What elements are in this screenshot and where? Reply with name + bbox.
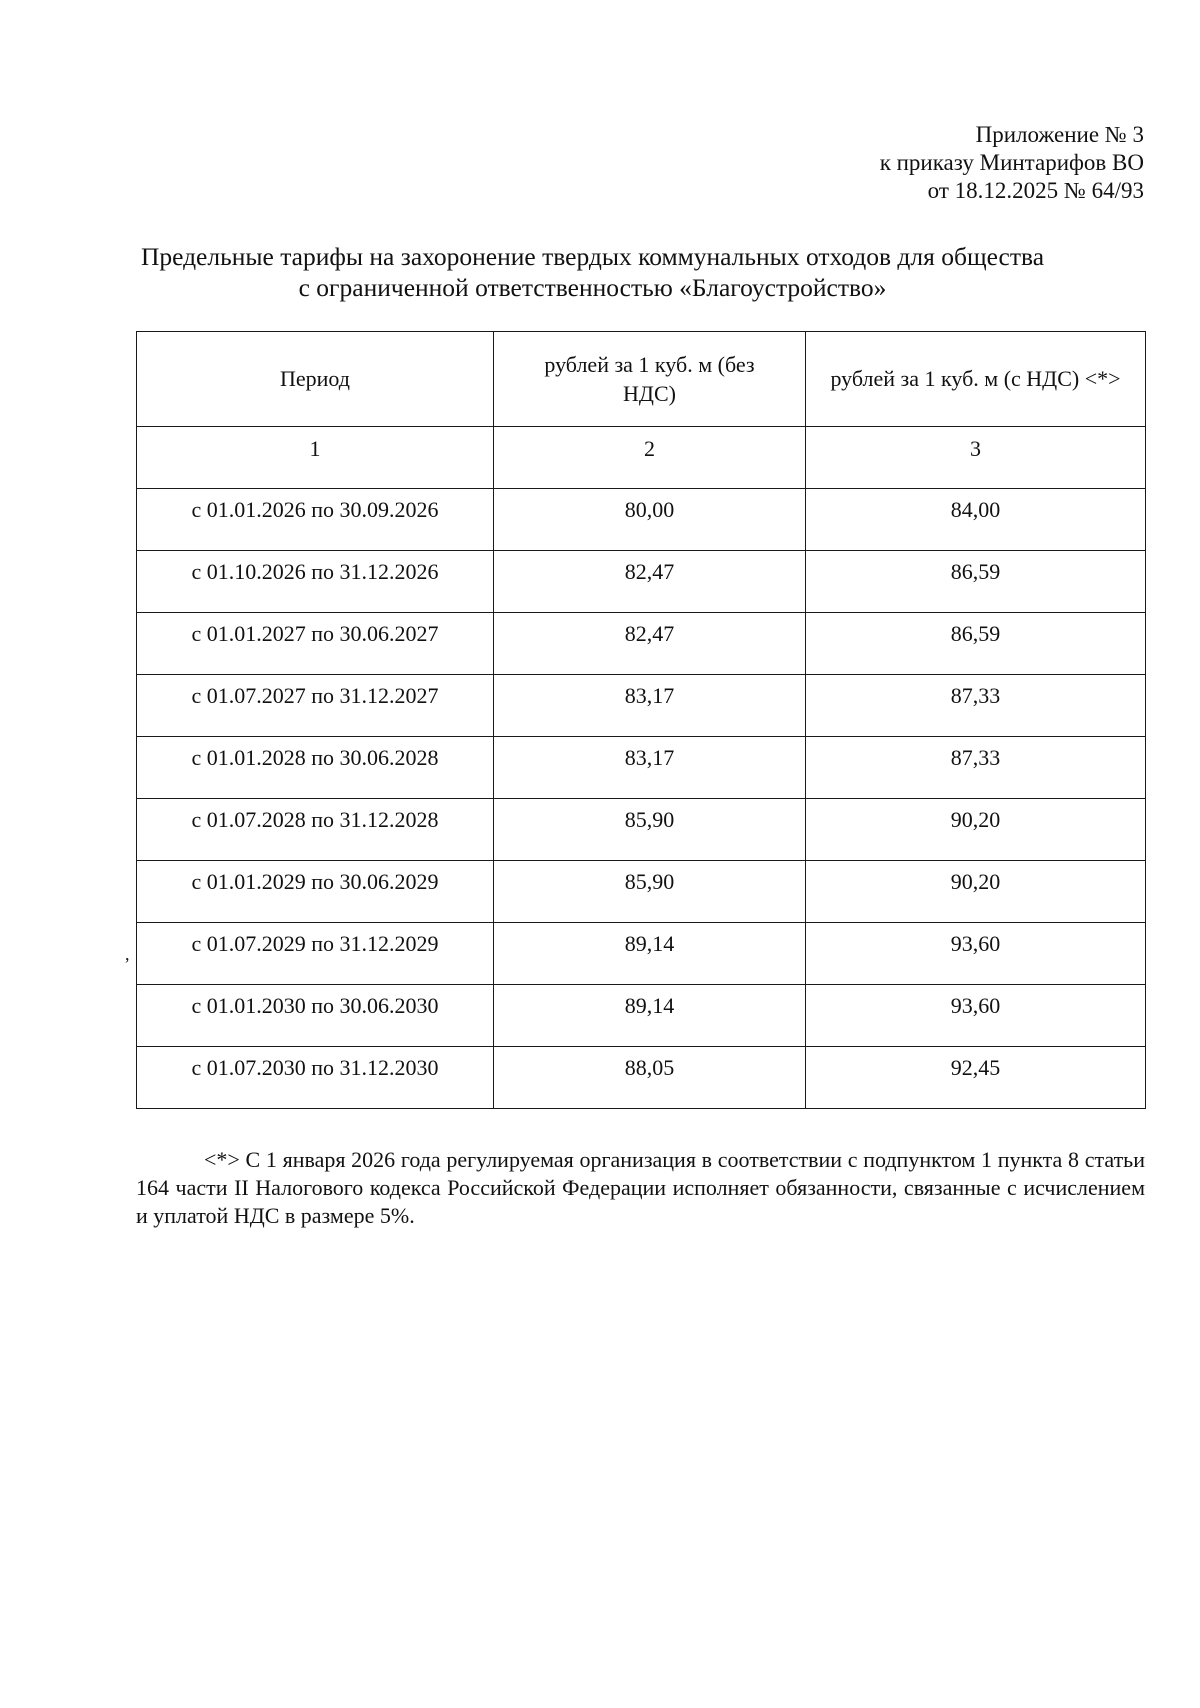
cell-without-vat: 85,90 [494,799,806,861]
column-number: 3 [806,427,1146,489]
table-row [137,613,1146,675]
cell-period: с 01.07.2028 по 31.12.2028 [137,799,494,861]
cell-with-vat: 93,60 [806,985,1146,1047]
cell-without-vat: 89,14 [494,985,806,1047]
cell-period: с 01.07.2029 по 31.12.2029 [137,923,494,985]
table-header-row [137,332,1146,427]
tariff-table [136,331,1146,1109]
cell-period: с 01.10.2026 по 31.12.2026 [137,551,494,613]
cell-without-vat: 83,17 [494,675,806,737]
annex-order-date: от 18.12.2025 № 64/93 [927,178,1144,203]
cell-without-vat: 82,47 [494,551,806,613]
cell-with-vat: 90,20 [806,861,1146,923]
cell-period: с 01.01.2029 по 30.06.2029 [137,861,494,923]
title-line-2: с ограниченной ответственностью «Благоустройство» [298,273,887,302]
annex-order-ref: к приказу Минтарифов ВО [879,150,1144,175]
cell-without-vat: 82,47 [494,613,806,675]
cell-with-vat: 90,20 [806,799,1146,861]
cell-with-vat: 87,33 [806,675,1146,737]
table-row [137,737,1146,799]
header-period: Период [137,332,494,427]
table-row [137,799,1146,861]
cell-period: с 01.07.2030 по 31.12.2030 [137,1047,494,1109]
cell-without-vat: 80,00 [494,489,806,551]
cell-without-vat: 85,90 [494,861,806,923]
cell-with-vat: 86,59 [806,613,1146,675]
column-number: 1 [137,427,494,489]
annex-header [880,121,1144,205]
cell-period: с 01.07.2027 по 31.12.2027 [137,675,494,737]
column-number-row [137,427,1146,489]
cell-without-vat: 88,05 [494,1047,806,1109]
header-with-vat: рублей за 1 куб. м (с НДС) <*> [806,332,1146,427]
cell-without-vat: 83,17 [494,737,806,799]
cell-with-vat: 93,60 [806,923,1146,985]
title-line-1: Предельные тарифы на захоронение твердых коммунальных отходов для общества [140,242,1045,271]
cell-without-vat: 89,14 [494,923,806,985]
table-row [137,861,1146,923]
column-number: 2 [494,427,806,489]
table-row [137,675,1146,737]
cell-with-vat: 84,00 [806,489,1146,551]
table-row [137,985,1146,1047]
table-row [137,551,1146,613]
cell-with-vat: 87,33 [806,737,1146,799]
header-without-vat: рублей за 1 куб. м (без НДС) [494,332,806,427]
footnote: <*> С 1 января 2026 года регулируемая организация в соответствии с подпунктом 1 пункта 8 статьи 164 части II Налогового кодекса Российской Федерации исполняет обязанности, связанные с исчислением и уплатой НДС в размере 5%. [136,1147,1145,1228]
table-row [137,923,1146,985]
annex-number: Приложение № 3 [975,122,1144,147]
cell-period: с 01.01.2026 по 30.09.2026 [137,489,494,551]
table-row [137,1047,1146,1109]
document-title [125,241,1060,303]
cell-period: с 01.01.2028 по 30.06.2028 [137,737,494,799]
cell-with-vat: 86,59 [806,551,1146,613]
stray-mark: , [125,944,130,964]
cell-period: с 01.01.2027 по 30.06.2027 [137,613,494,675]
table-row [137,489,1146,551]
cell-period: с 01.01.2030 по 30.06.2030 [137,985,494,1047]
cell-with-vat: 92,45 [806,1047,1146,1109]
